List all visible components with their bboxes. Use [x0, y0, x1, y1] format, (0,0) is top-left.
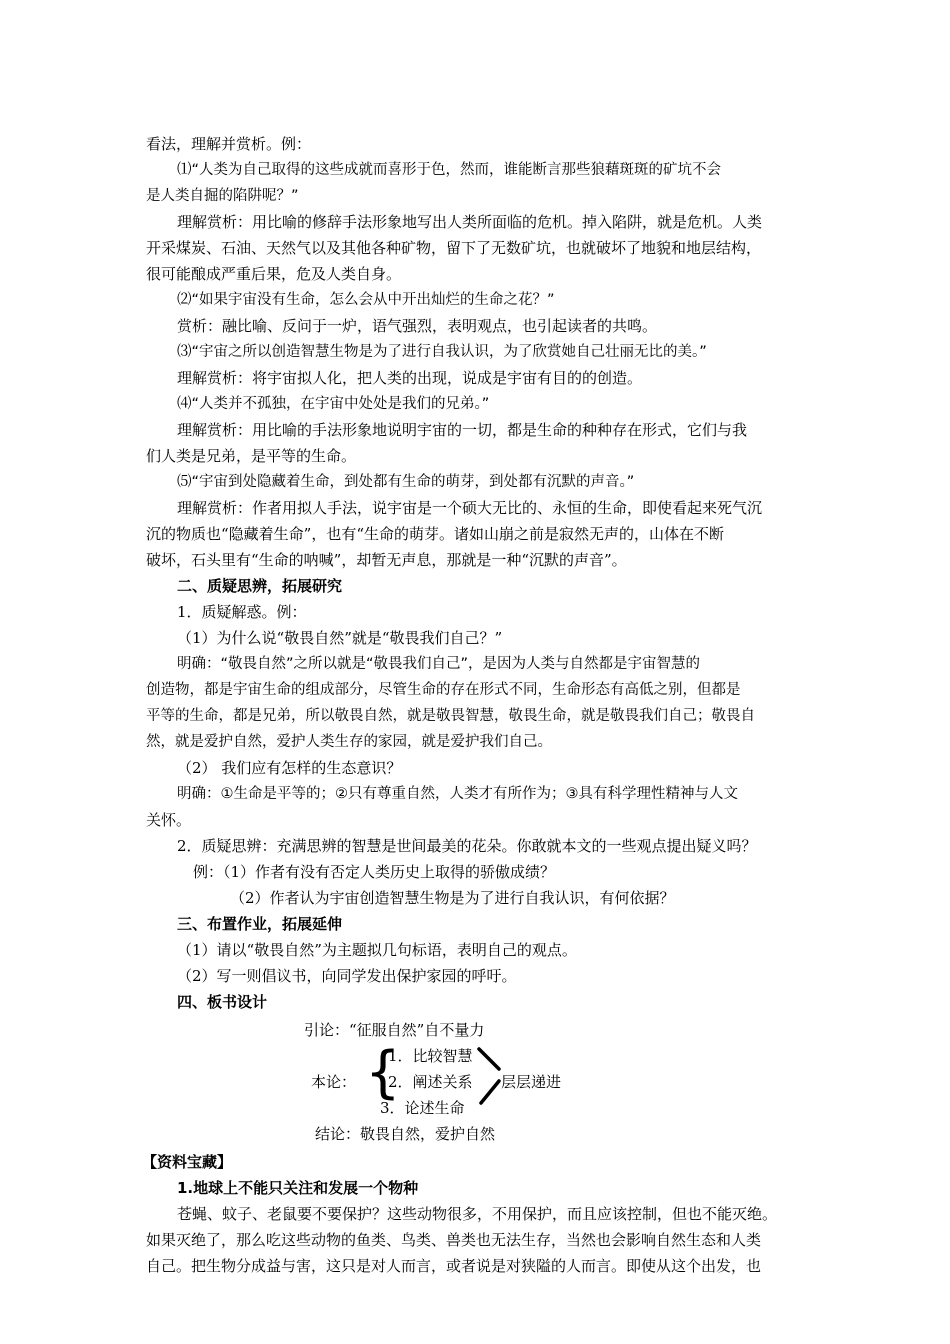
- paragraph-line: 理解赏析：用比喻的手法形象地说明宇宙的一切，都是生命的种种存在形式，它们与我: [177, 421, 748, 439]
- paragraph-line: 例：（1）作者有没有否定人类历史上取得的骄傲成绩？: [193, 863, 556, 881]
- paragraph-line: （1）请以“敬畏自然”为主题拟几句标语，表明自己的观点。: [177, 941, 577, 959]
- paragraph-line: （2） 我们应有怎样的生态意识？: [177, 759, 402, 777]
- paragraph-line: 平等的生命，都是兄弟，所以敬畏自然，就是敬畏智慧，敬畏生命，就是敬畏我们自己；敬畏自: [146, 708, 755, 724]
- board-conclusion: 结论：敬畏自然，爱护自然: [315, 1125, 496, 1143]
- paragraph-line: 自己。把生物分成益与害，这只是对人而言，或者说是对狭隘的人而言。即使从这个出发，也: [146, 1257, 762, 1275]
- paragraph-line: 破坏，石头里有“生命的呐喊”，却暂无声息，那就是一种“沉默的声音”。: [146, 551, 627, 569]
- quote-line: 是人类自掘的陷阱呢？”: [146, 188, 299, 204]
- paragraph-line: （2）作者认为宇宙创造智慧生物是为了进行自我认识，有何依据？: [230, 889, 675, 907]
- paragraph-line: 赏析：融比喻、反问于一炉，语气强烈，表明观点，也引起读者的共鸣。: [177, 317, 658, 335]
- board-item-2: 2．阐述关系: [388, 1073, 473, 1091]
- paragraph-line: 关怀。: [146, 811, 192, 829]
- board-item-3: 3．论述生命: [380, 1099, 465, 1117]
- resource-heading: 【资料宝藏】: [142, 1153, 233, 1171]
- quote-line: ⑷“人类并不孤独，在宇宙中处处是我们的兄弟。”: [177, 396, 490, 412]
- paragraph-line: 如果灭绝了，那么吃这些动物的鱼类、鸟类、兽类也无法生存，当然也会影响自然生态和人类: [146, 1231, 762, 1249]
- paragraph-line: 开采煤炭、石油、天然气以及其他各种矿物，留下了无数矿坑，也就破坏了地貌和地层结构，: [146, 239, 762, 257]
- board-item-1: 1．比较智慧: [388, 1047, 473, 1065]
- paragraph-line: 们人类是兄弟，是平等的生命。: [146, 447, 357, 465]
- paragraph-line: 1．质疑解惑。例：: [177, 603, 307, 621]
- paragraph-line: 明确：①生命是平等的；②只有尊重自然，人类才有所作为；③具有科学理性精神与人文: [177, 786, 738, 802]
- section-heading: 二、质疑思辨，拓展研究: [177, 577, 343, 595]
- quote-line: ⑶“宇宙之所以创造智慧生物是为了进行自我认识，为了欣赏她自己壮丽无比的美。”: [177, 344, 707, 360]
- quote-line: ⑵“如果宇宙没有生命，怎么会从中开出灿烂的生命之花？”: [177, 292, 555, 308]
- paragraph-line: 看法，理解并赏析。例：: [146, 135, 312, 153]
- paragraph-line: 理解赏析：用比喻的修辞手法形象地写出人类所面临的危机。掉入陷阱，就是危机。人类: [177, 213, 763, 231]
- paragraph-line: 苍蝇、蚊子、老鼠要不要保护？这些动物很多，不用保护，而且应该控制，但也不能灭绝。: [177, 1205, 778, 1223]
- paragraph-line: 理解赏析：将宇宙拟人化，把人类的出现，说成是宇宙有目的的创造。: [177, 369, 643, 387]
- section-heading: 三、布置作业，拓展延伸: [177, 915, 343, 933]
- paragraph-line: 明确：“敬畏自然”之所以就是“敬畏我们自己”，是因为人类与自然都是宇宙智慧的: [177, 656, 701, 672]
- section-heading: 四、板书设计: [177, 993, 268, 1011]
- quote-line: ⑸“宇宙到处隐藏着生命，到处都有生命的萌芽，到处都有沉默的声音。”: [177, 474, 635, 490]
- paragraph-line: 理解赏析：作者用拟人手法，说宇宙是一个硕大无比的、永恒的生命，即使看起来死气沉: [177, 499, 763, 517]
- paragraph-line: （1）为什么说“敬畏自然”就是“敬畏我们自己？”: [177, 629, 503, 647]
- quote-line: ⑴“人类为自己取得的这些成就而喜形于色，然而，谁能断言那些狼藉斑斑的矿坑不会: [177, 162, 722, 178]
- paragraph-line: 很可能酿成严重后果，危及人类自身。: [146, 265, 402, 283]
- paragraph-line: 创造物，都是宇宙生命的组成部分，尽管生命的存在形式不同，生命形态有高低之别，但都是: [146, 682, 741, 698]
- paragraph-line: （2）写一则倡议书，向同学发出保护家园的呼吁。: [177, 967, 517, 985]
- left-brace-icon: {: [365, 1040, 401, 1105]
- board-intro: 引论：“征服自然”自不量力: [304, 1021, 485, 1039]
- paragraph-line: 沉的物质也“隐藏着生命”，也有“生命的萌芽。诸如山崩之前是寂然无声的，山体在不断: [146, 525, 725, 543]
- subsection-heading: 1.地球上不能只关注和发展一个物种: [177, 1179, 419, 1197]
- paragraph-line: 然，就是爱护自然，爱护人类生存的家园，就是爱护我们自己。: [146, 734, 552, 750]
- board-progress: 层层递进: [501, 1073, 562, 1091]
- paragraph-line: 2．质疑思辨：充满思辨的智慧是世间最美的花朵。你敢就本文的一些观点提出疑义吗？: [177, 837, 757, 855]
- board-body-label: 本论：: [311, 1073, 357, 1091]
